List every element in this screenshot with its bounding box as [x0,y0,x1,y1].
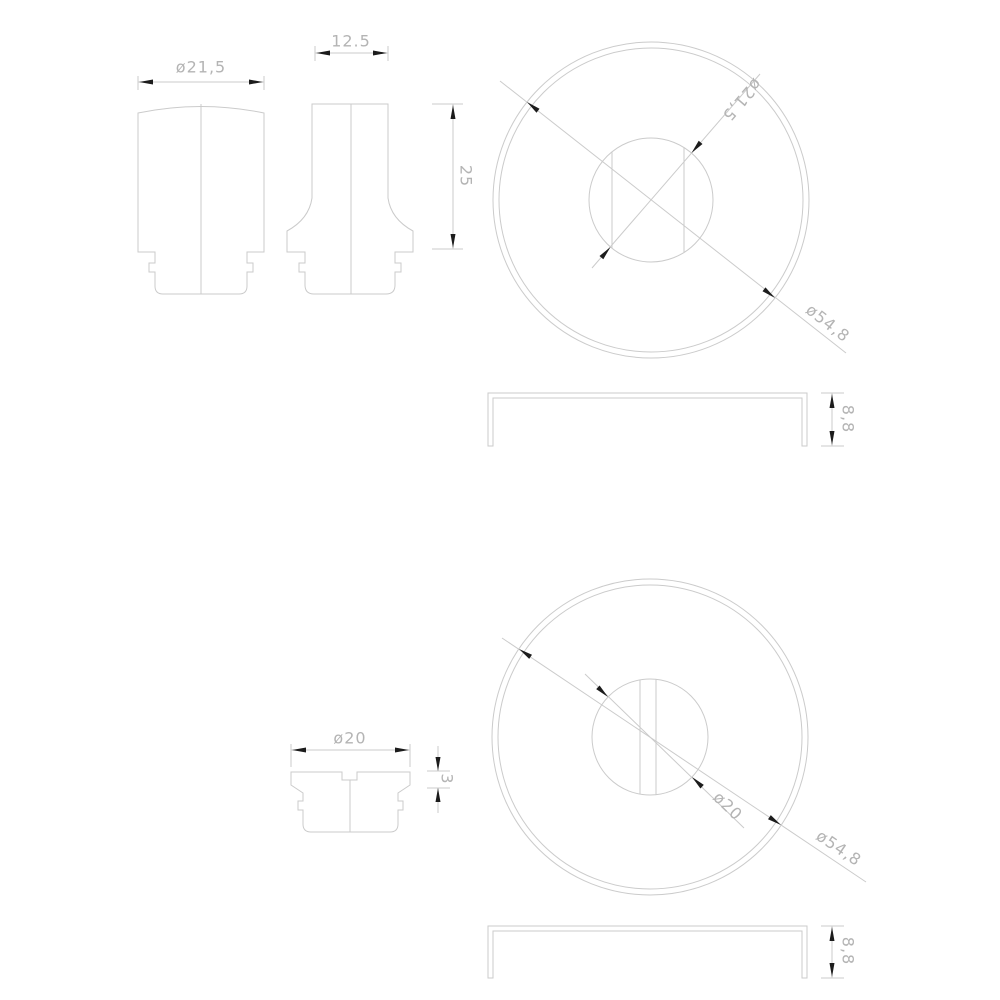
arrowhead-icon [395,748,409,753]
arrowhead-icon [451,234,456,248]
dim-label-front-diameter: ø21,5 [175,57,227,77]
bottom-circle-view [492,579,866,895]
arrowhead-icon [600,247,611,259]
arrowhead-icon [830,431,835,445]
arrowhead-icon [373,51,387,56]
dim-label-side-height: 25 [456,164,476,188]
top-side-view-outline [287,46,463,294]
arrowhead-icon [830,394,835,408]
arrowhead-icon [436,788,441,802]
dim-label-side-width: 12.5 [331,31,371,51]
top-channel-section [488,393,844,446]
arrowhead-icon [830,963,835,977]
bottom-profile-view [291,744,450,832]
dim-line [500,81,846,353]
top-circle-view [493,42,846,358]
dim-label-top-circle-outer-diameter: ø54,8 [802,299,854,347]
arrowhead-icon [830,927,835,941]
dim-label-bottom-circle-inner-diameter: ø20 [709,787,747,825]
arrowhead-icon [692,141,703,153]
dim-label-profile-diameter: ø20 [333,728,367,748]
top-front-view-outline [138,76,264,294]
dim-label-top-channel-height: 8,8 [838,404,858,434]
dim-line [502,638,866,882]
dim-label-bottom-circle-outer-diameter: ø54,8 [812,826,866,870]
arrowhead-icon [249,80,263,85]
arrowhead-icon [139,80,153,85]
dim-label-bottom-channel-height: 8,8 [838,936,858,966]
arrowhead-icon [316,51,330,56]
arrowhead-icon [451,105,456,119]
dim-label-profile-height: 3 [437,773,457,785]
bottom-channel-section [488,926,844,978]
dim-label-top-circle-inner-diameter: ø21,5 [718,74,766,126]
arrowhead-icon [292,748,306,753]
arrowhead-icon [436,757,441,771]
